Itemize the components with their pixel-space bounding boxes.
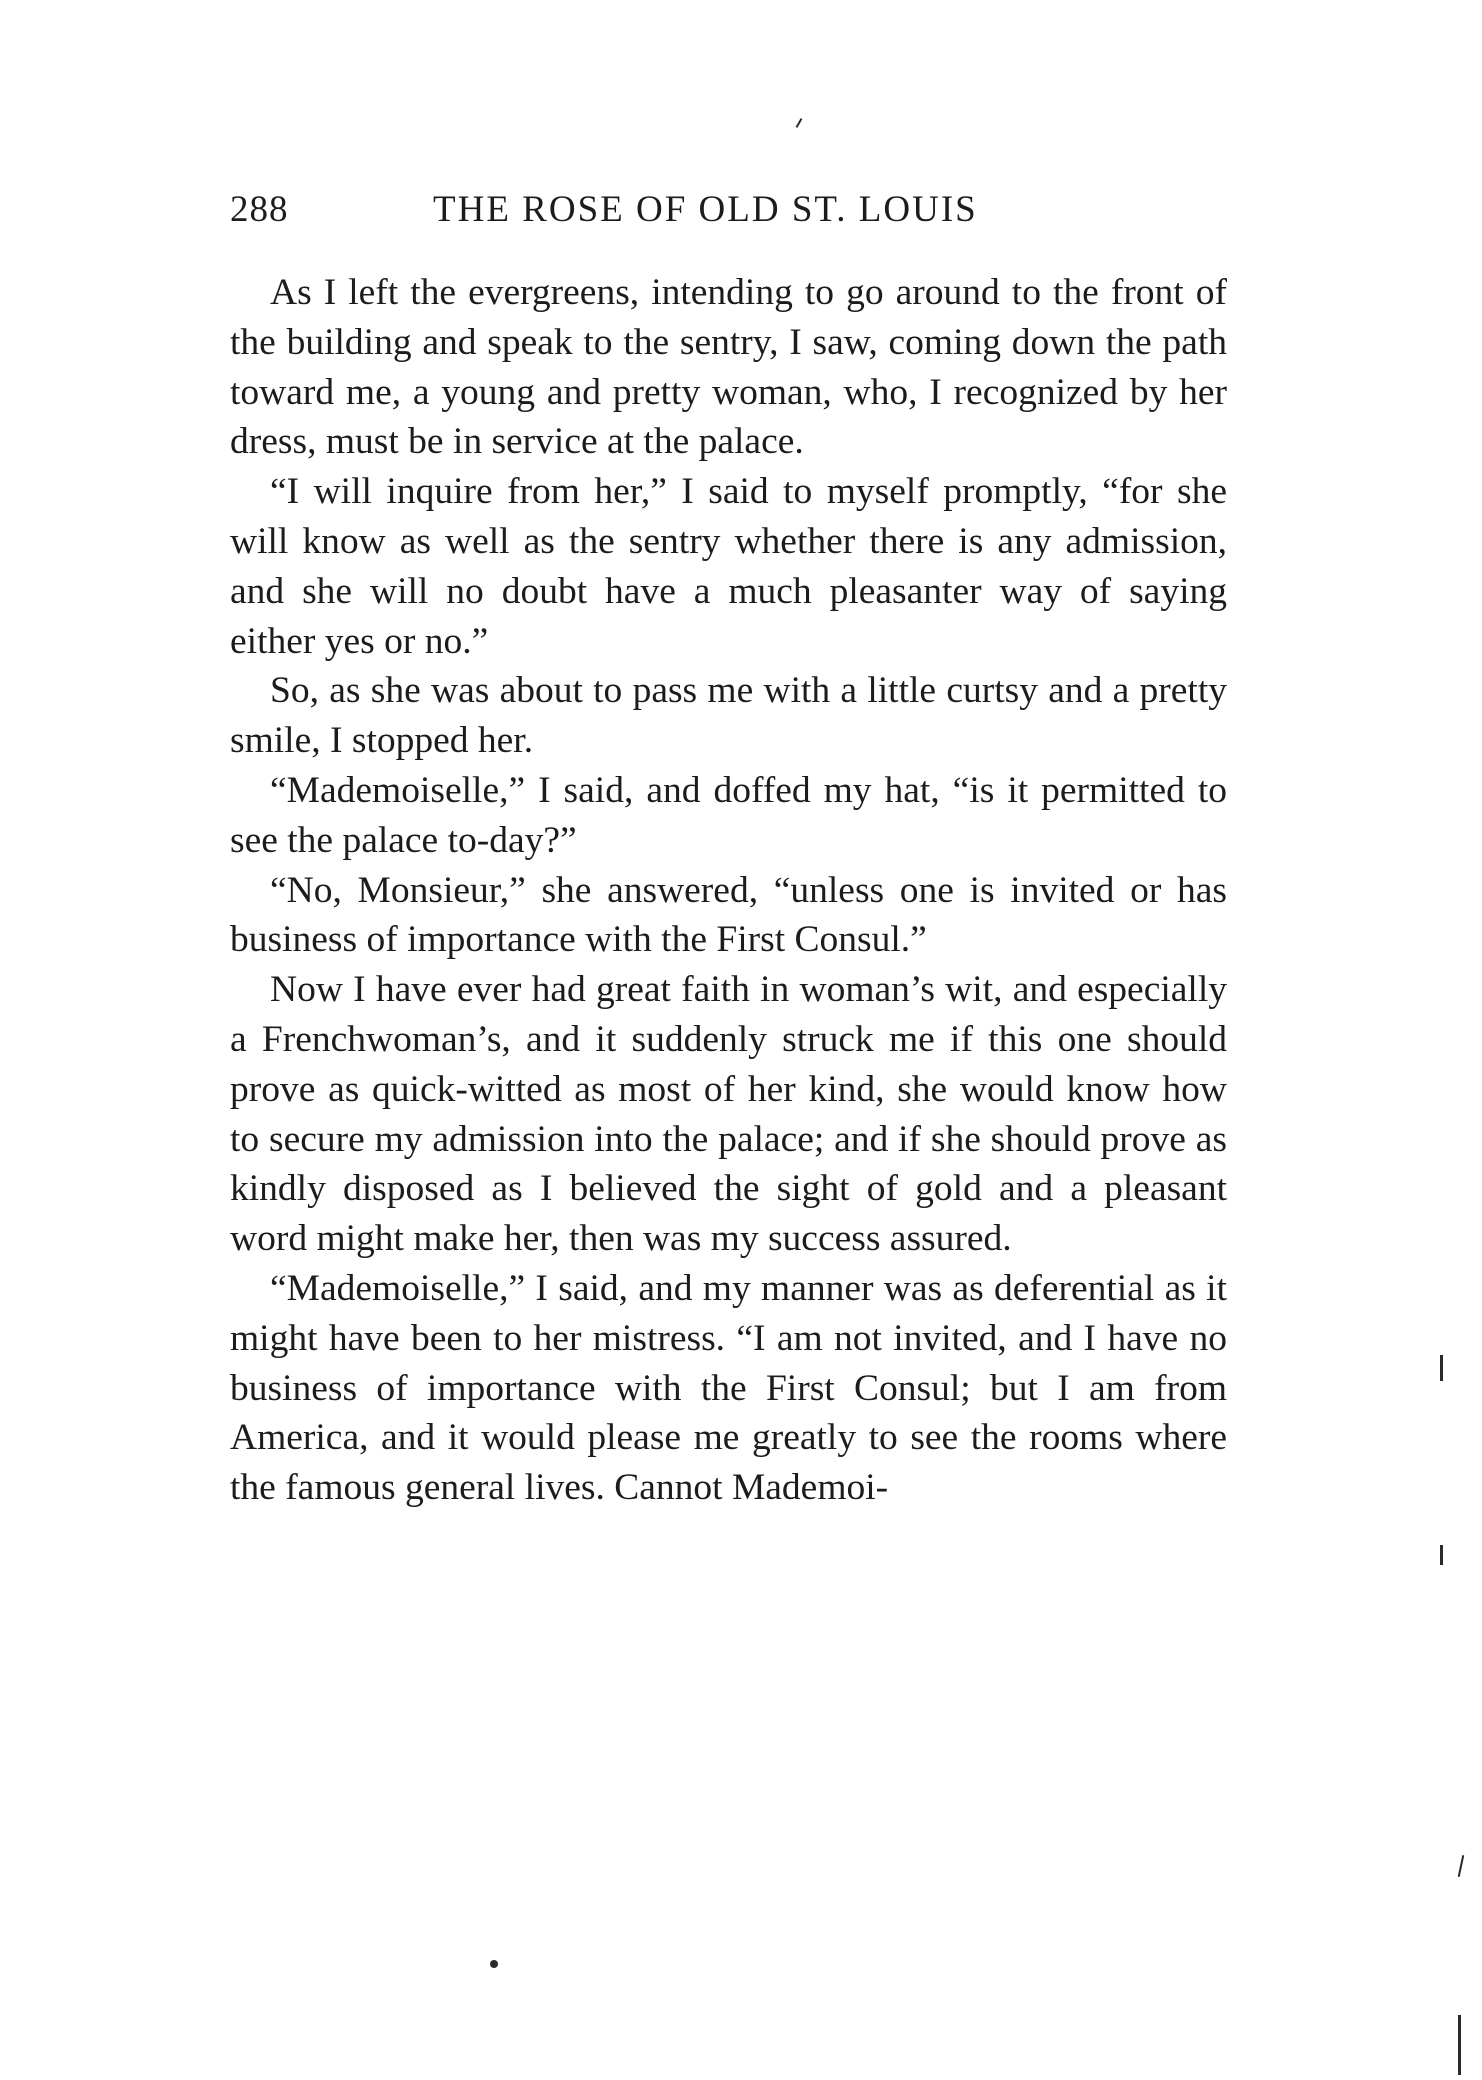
scan-speck: [1440, 1355, 1443, 1381]
page-number: 288: [230, 189, 289, 230]
paragraph-3: So, as she was about to pass me with a little curtsy and a pretty smile, I stopped her.: [230, 670, 1227, 762]
scan-speck: [1440, 1545, 1443, 1565]
paragraph-6: Now I have ever had great faith in woman’s wit, and especially a Frenchwoman’s, and it suddenly struck me if this one should prove as quick-witted as most of her kind, she would know how to secure my admission into the palace; and if she should prove as kindly disposed as I believed the sight of gold and a pleasant word might make her, then was my success assured.: [230, 969, 1227, 1260]
paragraph-2: “I will inquire from her,” I said to myself promptly, “for she will know as well as the sentry whether there is any admission, and she will no doubt have a much pleasanter way of saying either yes or no.”: [230, 471, 1227, 662]
paragraph-5: “No, Monsieur,” she answered, “unless one is invited or has business of importance with the First Consul.”: [230, 869, 1227, 961]
scan-speck: [1458, 2015, 1461, 2075]
scan-speck: [796, 118, 803, 128]
body-text: [230, 268, 1227, 1513]
paragraph-4: “Mademoiselle,” I said, and doffed my hat, “is it permitted to see the palace to-day?”: [230, 769, 1227, 861]
running-title: THE ROSE OF OLD ST. LOUIS: [433, 189, 978, 230]
page-header: [230, 188, 1230, 238]
paragraph-1: As I left the evergreens, intending to go around to the front of the building and speak to the sentry, I saw, coming down the path toward me, a young and pretty woman, who, I recognized by her dress, must be in service at the palace.: [230, 272, 1227, 463]
scan-speck: [490, 1960, 498, 1968]
paragraph-7: “Mademoiselle,” I said, and my manner was as deferential as it might have been to her mistress. “I am not invited, and I have no business of importance with the First Consul; but I am from America, and it would please me greatly to see the rooms where the famous general lives. Cannot Mademoi-: [230, 1267, 1227, 1509]
scan-speck: [1458, 1855, 1465, 1877]
